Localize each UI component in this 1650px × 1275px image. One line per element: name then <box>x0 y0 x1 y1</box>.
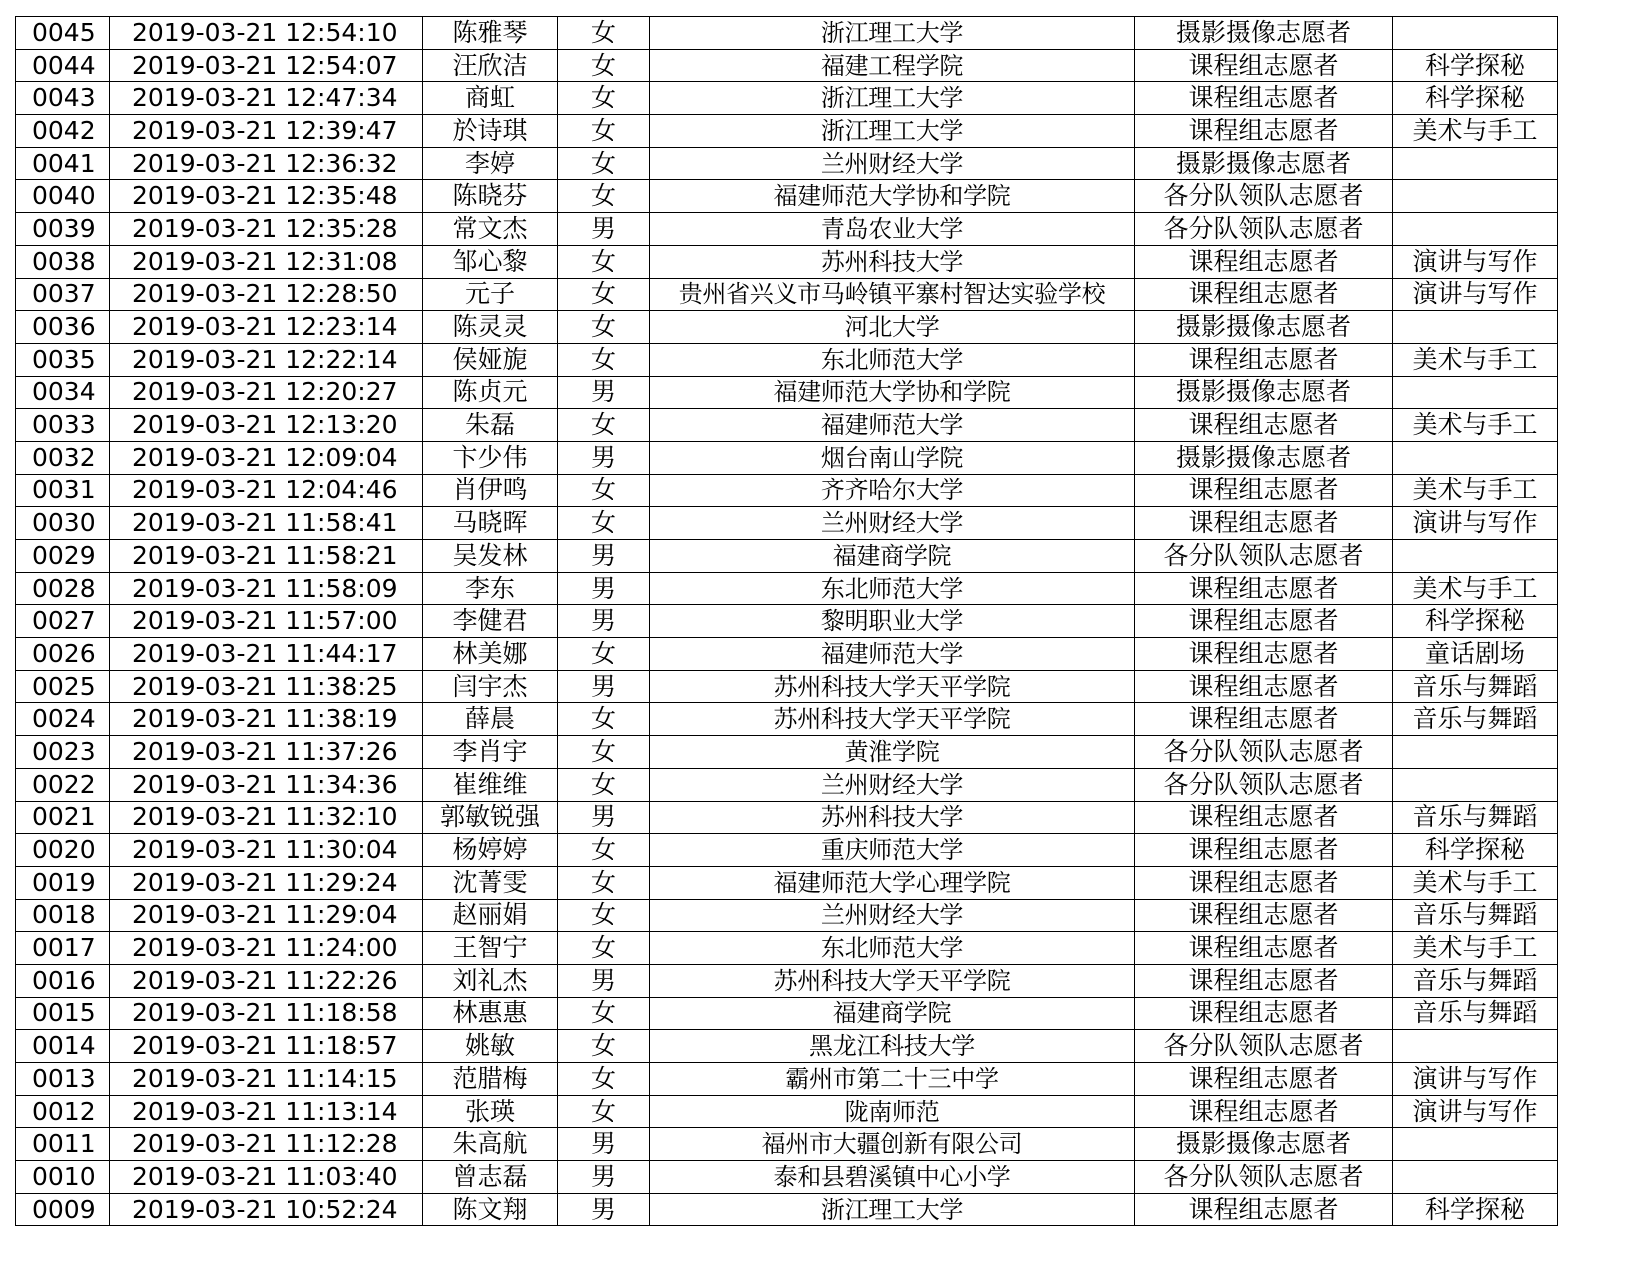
course-cell: 美术与手工 <box>1393 409 1558 442</box>
role-cell: 课程组志愿者 <box>1135 1193 1393 1226</box>
timestamp-cell: 2019-03-21 12:13:20 <box>110 409 423 442</box>
record-id-cell: 0021 <box>16 801 110 834</box>
school-cell: 福建商学院 <box>650 997 1135 1030</box>
school-cell: 福建工程学院 <box>650 49 1135 82</box>
course-cell <box>1393 376 1558 409</box>
role-cell: 课程组志愿者 <box>1135 49 1393 82</box>
gender-cell: 男 <box>558 964 650 997</box>
course-cell: 音乐与舞蹈 <box>1393 899 1558 932</box>
record-id-cell: 0026 <box>16 638 110 671</box>
course-cell <box>1393 540 1558 573</box>
name-cell: 薛晨 <box>423 703 558 736</box>
timestamp-cell: 2019-03-21 11:44:17 <box>110 638 423 671</box>
timestamp-cell: 2019-03-21 11:38:19 <box>110 703 423 736</box>
record-id-cell: 0027 <box>16 605 110 638</box>
record-id-cell: 0042 <box>16 115 110 148</box>
record-id-cell: 0032 <box>16 441 110 474</box>
school-cell: 苏州科技大学 <box>650 245 1135 278</box>
name-cell: 李婷 <box>423 147 558 180</box>
school-cell: 陇南师范 <box>650 1095 1135 1128</box>
table-row <box>16 997 1558 1030</box>
timestamp-cell: 2019-03-21 11:57:00 <box>110 605 423 638</box>
school-cell: 苏州科技大学天平学院 <box>650 703 1135 736</box>
role-cell: 摄影摄像志愿者 <box>1135 147 1393 180</box>
role-cell: 课程组志愿者 <box>1135 507 1393 540</box>
record-id-cell: 0024 <box>16 703 110 736</box>
school-cell: 黑龙江科技大学 <box>650 1030 1135 1063</box>
record-id-cell: 0023 <box>16 736 110 769</box>
name-cell: 陈晓芬 <box>423 180 558 213</box>
school-cell: 东北师范大学 <box>650 572 1135 605</box>
course-cell: 科学探秘 <box>1393 834 1558 867</box>
name-cell: 陈文翔 <box>423 1193 558 1226</box>
role-cell: 各分队领队志愿者 <box>1135 1030 1393 1063</box>
name-cell: 马晓晖 <box>423 507 558 540</box>
gender-cell: 女 <box>558 115 650 148</box>
school-cell: 重庆师范大学 <box>650 834 1135 867</box>
timestamp-cell: 2019-03-21 12:23:14 <box>110 311 423 344</box>
course-cell <box>1393 441 1558 474</box>
role-cell: 课程组志愿者 <box>1135 964 1393 997</box>
course-cell: 音乐与舞蹈 <box>1393 964 1558 997</box>
role-cell: 摄影摄像志愿者 <box>1135 1128 1393 1161</box>
role-cell: 各分队领队志愿者 <box>1135 736 1393 769</box>
timestamp-cell: 2019-03-21 12:35:28 <box>110 213 423 246</box>
timestamp-cell: 2019-03-21 11:29:24 <box>110 866 423 899</box>
name-cell: 刘礼杰 <box>423 964 558 997</box>
table-row <box>16 147 1558 180</box>
school-cell: 黎明职业大学 <box>650 605 1135 638</box>
school-cell: 黄淮学院 <box>650 736 1135 769</box>
course-cell <box>1393 736 1558 769</box>
course-cell: 演讲与写作 <box>1393 1063 1558 1096</box>
gender-cell: 男 <box>558 1128 650 1161</box>
table-row <box>16 507 1558 540</box>
name-cell: 朱高航 <box>423 1128 558 1161</box>
record-id-cell: 0018 <box>16 899 110 932</box>
gender-cell: 男 <box>558 441 650 474</box>
table-row <box>16 638 1558 671</box>
timestamp-cell: 2019-03-21 12:04:46 <box>110 474 423 507</box>
course-cell: 科学探秘 <box>1393 605 1558 638</box>
school-cell: 河北大学 <box>650 311 1135 344</box>
record-id-cell: 0033 <box>16 409 110 442</box>
school-cell: 东北师范大学 <box>650 343 1135 376</box>
gender-cell: 女 <box>558 474 650 507</box>
record-id-cell: 0012 <box>16 1095 110 1128</box>
record-id-cell: 0010 <box>16 1161 110 1194</box>
name-cell: 李健君 <box>423 605 558 638</box>
school-cell: 福建师范大学协和学院 <box>650 180 1135 213</box>
gender-cell: 女 <box>558 638 650 671</box>
gender-cell: 女 <box>558 409 650 442</box>
course-cell: 科学探秘 <box>1393 82 1558 115</box>
record-id-cell: 0036 <box>16 311 110 344</box>
role-cell: 课程组志愿者 <box>1135 343 1393 376</box>
name-cell: 陈贞元 <box>423 376 558 409</box>
course-cell <box>1393 1030 1558 1063</box>
record-id-cell: 0022 <box>16 768 110 801</box>
gender-cell: 女 <box>558 311 650 344</box>
record-id-cell: 0019 <box>16 866 110 899</box>
course-cell: 音乐与舞蹈 <box>1393 670 1558 703</box>
table-row <box>16 964 1558 997</box>
timestamp-cell: 2019-03-21 11:14:15 <box>110 1063 423 1096</box>
course-cell: 科学探秘 <box>1393 49 1558 82</box>
table-row <box>16 17 1558 50</box>
table-row <box>16 1193 1558 1226</box>
record-id-cell: 0041 <box>16 147 110 180</box>
table-row <box>16 899 1558 932</box>
table-row <box>16 540 1558 573</box>
table-row <box>16 834 1558 867</box>
timestamp-cell: 2019-03-21 11:34:36 <box>110 768 423 801</box>
timestamp-cell: 2019-03-21 11:18:58 <box>110 997 423 1030</box>
table-row <box>16 82 1558 115</box>
role-cell: 课程组志愿者 <box>1135 474 1393 507</box>
role-cell: 课程组志愿者 <box>1135 572 1393 605</box>
name-cell: 闫宇杰 <box>423 670 558 703</box>
school-cell: 青岛农业大学 <box>650 213 1135 246</box>
role-cell: 摄影摄像志愿者 <box>1135 311 1393 344</box>
course-cell: 美术与手工 <box>1393 866 1558 899</box>
role-cell: 课程组志愿者 <box>1135 866 1393 899</box>
timestamp-cell: 2019-03-21 12:47:34 <box>110 82 423 115</box>
name-cell: 郭敏锐强 <box>423 801 558 834</box>
gender-cell: 女 <box>558 1095 650 1128</box>
timestamp-cell: 2019-03-21 11:37:26 <box>110 736 423 769</box>
gender-cell: 女 <box>558 180 650 213</box>
school-cell: 兰州财经大学 <box>650 147 1135 180</box>
course-cell: 美术与手工 <box>1393 932 1558 965</box>
school-cell: 福建商学院 <box>650 540 1135 573</box>
role-cell: 课程组志愿者 <box>1135 899 1393 932</box>
timestamp-cell: 2019-03-21 11:32:10 <box>110 801 423 834</box>
timestamp-cell: 2019-03-21 11:58:41 <box>110 507 423 540</box>
volunteer-table <box>15 16 1558 1226</box>
role-cell: 各分队领队志愿者 <box>1135 540 1393 573</box>
record-id-cell: 0031 <box>16 474 110 507</box>
gender-cell: 男 <box>558 1193 650 1226</box>
record-id-cell: 0035 <box>16 343 110 376</box>
name-cell: 汪欣洁 <box>423 49 558 82</box>
table-row <box>16 1095 1558 1128</box>
record-id-cell: 0009 <box>16 1193 110 1226</box>
name-cell: 陈灵灵 <box>423 311 558 344</box>
gender-cell: 男 <box>558 213 650 246</box>
timestamp-cell: 2019-03-21 12:31:08 <box>110 245 423 278</box>
table-row <box>16 670 1558 703</box>
timestamp-cell: 2019-03-21 12:36:32 <box>110 147 423 180</box>
role-cell: 课程组志愿者 <box>1135 801 1393 834</box>
role-cell: 摄影摄像志愿者 <box>1135 376 1393 409</box>
timestamp-cell: 2019-03-21 11:22:26 <box>110 964 423 997</box>
table-row <box>16 311 1558 344</box>
role-cell: 课程组志愿者 <box>1135 409 1393 442</box>
gender-cell: 女 <box>558 82 650 115</box>
course-cell: 演讲与写作 <box>1393 507 1558 540</box>
record-id-cell: 0045 <box>16 17 110 50</box>
timestamp-cell: 2019-03-21 11:18:57 <box>110 1030 423 1063</box>
role-cell: 课程组志愿者 <box>1135 670 1393 703</box>
table-row <box>16 409 1558 442</box>
course-cell: 美术与手工 <box>1393 572 1558 605</box>
course-cell: 演讲与写作 <box>1393 1095 1558 1128</box>
record-id-cell: 0044 <box>16 49 110 82</box>
table-row <box>16 932 1558 965</box>
school-cell: 齐齐哈尔大学 <box>650 474 1135 507</box>
course-cell: 科学探秘 <box>1393 1193 1558 1226</box>
role-cell: 课程组志愿者 <box>1135 638 1393 671</box>
gender-cell: 女 <box>558 866 650 899</box>
table-row <box>16 278 1558 311</box>
course-cell: 音乐与舞蹈 <box>1393 997 1558 1030</box>
table-row <box>16 736 1558 769</box>
timestamp-cell: 2019-03-21 11:38:25 <box>110 670 423 703</box>
school-cell: 苏州科技大学天平学院 <box>650 670 1135 703</box>
record-id-cell: 0014 <box>16 1030 110 1063</box>
gender-cell: 女 <box>558 768 650 801</box>
name-cell: 林美娜 <box>423 638 558 671</box>
course-cell <box>1393 311 1558 344</box>
name-cell: 曾志磊 <box>423 1161 558 1194</box>
role-cell: 课程组志愿者 <box>1135 605 1393 638</box>
record-id-cell: 0028 <box>16 572 110 605</box>
role-cell: 各分队领队志愿者 <box>1135 180 1393 213</box>
gender-cell: 女 <box>558 17 650 50</box>
timestamp-cell: 2019-03-21 11:03:40 <box>110 1161 423 1194</box>
table-row <box>16 1030 1558 1063</box>
role-cell: 课程组志愿者 <box>1135 115 1393 148</box>
table-row <box>16 866 1558 899</box>
gender-cell: 男 <box>558 670 650 703</box>
gender-cell: 男 <box>558 801 650 834</box>
record-id-cell: 0040 <box>16 180 110 213</box>
gender-cell: 女 <box>558 49 650 82</box>
school-cell: 贵州省兴义市马岭镇平寨村智达实验学校 <box>650 278 1135 311</box>
record-id-cell: 0039 <box>16 213 110 246</box>
role-cell: 摄影摄像志愿者 <box>1135 441 1393 474</box>
role-cell: 各分队领队志愿者 <box>1135 1161 1393 1194</box>
name-cell: 林惠惠 <box>423 997 558 1030</box>
name-cell: 肖伊鸣 <box>423 474 558 507</box>
school-cell: 浙江理工大学 <box>650 17 1135 50</box>
school-cell: 兰州财经大学 <box>650 768 1135 801</box>
table-row <box>16 1161 1558 1194</box>
table-row <box>16 1063 1558 1096</box>
school-cell: 苏州科技大学天平学院 <box>650 964 1135 997</box>
record-id-cell: 0013 <box>16 1063 110 1096</box>
course-cell: 音乐与舞蹈 <box>1393 703 1558 736</box>
gender-cell: 女 <box>558 899 650 932</box>
record-id-cell: 0016 <box>16 964 110 997</box>
course-cell: 演讲与写作 <box>1393 278 1558 311</box>
timestamp-cell: 2019-03-21 11:13:14 <box>110 1095 423 1128</box>
record-id-cell: 0037 <box>16 278 110 311</box>
gender-cell: 女 <box>558 834 650 867</box>
school-cell: 烟台南山学院 <box>650 441 1135 474</box>
course-cell: 美术与手工 <box>1393 474 1558 507</box>
timestamp-cell: 2019-03-21 12:28:50 <box>110 278 423 311</box>
name-cell: 邹心黎 <box>423 245 558 278</box>
school-cell: 福建师范大学 <box>650 638 1135 671</box>
name-cell: 王智宁 <box>423 932 558 965</box>
name-cell: 范腊梅 <box>423 1063 558 1096</box>
school-cell: 东北师范大学 <box>650 932 1135 965</box>
table-body <box>16 17 1558 1226</box>
school-cell: 浙江理工大学 <box>650 1193 1135 1226</box>
name-cell: 於诗琪 <box>423 115 558 148</box>
gender-cell: 女 <box>558 997 650 1030</box>
course-cell <box>1393 180 1558 213</box>
table-row <box>16 376 1558 409</box>
gender-cell: 男 <box>558 376 650 409</box>
table-row <box>16 245 1558 278</box>
course-cell: 童话剧场 <box>1393 638 1558 671</box>
timestamp-cell: 2019-03-21 11:58:09 <box>110 572 423 605</box>
timestamp-cell: 2019-03-21 11:30:04 <box>110 834 423 867</box>
course-cell <box>1393 213 1558 246</box>
name-cell: 李东 <box>423 572 558 605</box>
school-cell: 福建师范大学协和学院 <box>650 376 1135 409</box>
course-cell: 演讲与写作 <box>1393 245 1558 278</box>
role-cell: 课程组志愿者 <box>1135 997 1393 1030</box>
school-cell: 浙江理工大学 <box>650 115 1135 148</box>
timestamp-cell: 2019-03-21 12:54:10 <box>110 17 423 50</box>
role-cell: 课程组志愿者 <box>1135 82 1393 115</box>
name-cell: 赵丽娟 <box>423 899 558 932</box>
school-cell: 泰和县碧溪镇中心小学 <box>650 1161 1135 1194</box>
record-id-cell: 0034 <box>16 376 110 409</box>
name-cell: 崔维维 <box>423 768 558 801</box>
timestamp-cell: 2019-03-21 12:20:27 <box>110 376 423 409</box>
school-cell: 苏州科技大学 <box>650 801 1135 834</box>
gender-cell: 女 <box>558 1030 650 1063</box>
gender-cell: 女 <box>558 703 650 736</box>
name-cell: 侯娅旎 <box>423 343 558 376</box>
school-cell: 福建师范大学 <box>650 409 1135 442</box>
timestamp-cell: 2019-03-21 12:54:07 <box>110 49 423 82</box>
course-cell <box>1393 17 1558 50</box>
timestamp-cell: 2019-03-21 10:52:24 <box>110 1193 423 1226</box>
gender-cell: 男 <box>558 1161 650 1194</box>
record-id-cell: 0015 <box>16 997 110 1030</box>
timestamp-cell: 2019-03-21 11:58:21 <box>110 540 423 573</box>
timestamp-cell: 2019-03-21 11:24:00 <box>110 932 423 965</box>
table-row <box>16 605 1558 638</box>
gender-cell: 男 <box>558 540 650 573</box>
gender-cell: 女 <box>558 507 650 540</box>
school-cell: 浙江理工大学 <box>650 82 1135 115</box>
table-row <box>16 213 1558 246</box>
gender-cell: 女 <box>558 736 650 769</box>
school-cell: 霸州市第二十三中学 <box>650 1063 1135 1096</box>
course-cell <box>1393 1161 1558 1194</box>
school-cell: 福建师范大学心理学院 <box>650 866 1135 899</box>
record-id-cell: 0025 <box>16 670 110 703</box>
table-row <box>16 572 1558 605</box>
role-cell: 课程组志愿者 <box>1135 834 1393 867</box>
role-cell: 课程组志愿者 <box>1135 245 1393 278</box>
timestamp-cell: 2019-03-21 12:39:47 <box>110 115 423 148</box>
gender-cell: 女 <box>558 1063 650 1096</box>
record-id-cell: 0017 <box>16 932 110 965</box>
record-id-cell: 0043 <box>16 82 110 115</box>
school-cell: 兰州财经大学 <box>650 899 1135 932</box>
record-id-cell: 0029 <box>16 540 110 573</box>
course-cell <box>1393 768 1558 801</box>
course-cell: 美术与手工 <box>1393 343 1558 376</box>
role-cell: 课程组志愿者 <box>1135 932 1393 965</box>
gender-cell: 女 <box>558 147 650 180</box>
gender-cell: 女 <box>558 932 650 965</box>
name-cell: 卞少伟 <box>423 441 558 474</box>
gender-cell: 男 <box>558 572 650 605</box>
role-cell: 课程组志愿者 <box>1135 278 1393 311</box>
role-cell: 课程组志愿者 <box>1135 1063 1393 1096</box>
course-cell: 美术与手工 <box>1393 115 1558 148</box>
table-row <box>16 768 1558 801</box>
role-cell: 课程组志愿者 <box>1135 1095 1393 1128</box>
gender-cell: 男 <box>558 605 650 638</box>
role-cell: 各分队领队志愿者 <box>1135 213 1393 246</box>
name-cell: 沈菁雯 <box>423 866 558 899</box>
role-cell: 摄影摄像志愿者 <box>1135 17 1393 50</box>
record-id-cell: 0020 <box>16 834 110 867</box>
gender-cell: 女 <box>558 245 650 278</box>
record-id-cell: 0011 <box>16 1128 110 1161</box>
table-row <box>16 1128 1558 1161</box>
timestamp-cell: 2019-03-21 12:35:48 <box>110 180 423 213</box>
name-cell: 商虹 <box>423 82 558 115</box>
course-cell <box>1393 147 1558 180</box>
role-cell: 课程组志愿者 <box>1135 703 1393 736</box>
table-row <box>16 801 1558 834</box>
table-row <box>16 115 1558 148</box>
name-cell: 朱磊 <box>423 409 558 442</box>
table-row <box>16 180 1558 213</box>
table-row <box>16 441 1558 474</box>
gender-cell: 女 <box>558 278 650 311</box>
table-row <box>16 343 1558 376</box>
record-id-cell: 0038 <box>16 245 110 278</box>
timestamp-cell: 2019-03-21 12:22:14 <box>110 343 423 376</box>
gender-cell: 女 <box>558 343 650 376</box>
name-cell: 吴发林 <box>423 540 558 573</box>
name-cell: 杨婷婷 <box>423 834 558 867</box>
school-cell: 兰州财经大学 <box>650 507 1135 540</box>
school-cell: 福州市大疆创新有限公司 <box>650 1128 1135 1161</box>
record-id-cell: 0030 <box>16 507 110 540</box>
name-cell: 陈雅琴 <box>423 17 558 50</box>
role-cell: 各分队领队志愿者 <box>1135 768 1393 801</box>
name-cell: 李肖宇 <box>423 736 558 769</box>
timestamp-cell: 2019-03-21 11:29:04 <box>110 899 423 932</box>
course-cell: 音乐与舞蹈 <box>1393 801 1558 834</box>
name-cell: 张瑛 <box>423 1095 558 1128</box>
timestamp-cell: 2019-03-21 12:09:04 <box>110 441 423 474</box>
name-cell: 元子 <box>423 278 558 311</box>
name-cell: 姚敏 <box>423 1030 558 1063</box>
timestamp-cell: 2019-03-21 11:12:28 <box>110 1128 423 1161</box>
name-cell: 常文杰 <box>423 213 558 246</box>
table-row <box>16 474 1558 507</box>
course-cell <box>1393 1128 1558 1161</box>
table-row <box>16 49 1558 82</box>
table-row <box>16 703 1558 736</box>
